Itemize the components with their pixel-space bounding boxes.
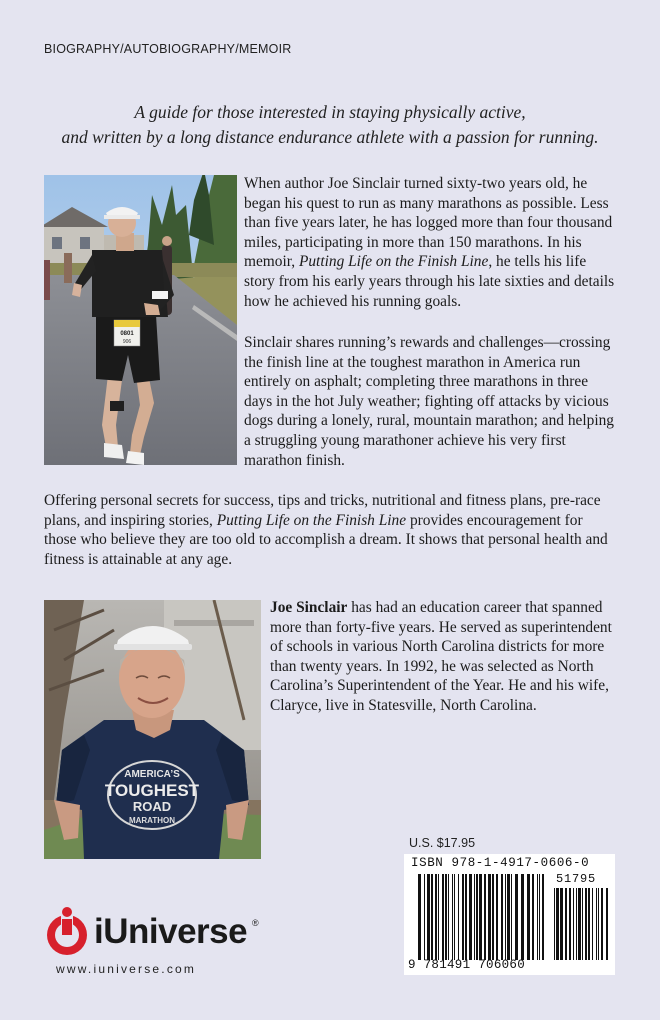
shirt-text-line-3: ROAD <box>132 799 172 814</box>
barcode-bar <box>542 874 544 960</box>
barcode-bar <box>445 874 447 960</box>
publisher-website[interactable]: www.iuniverse.com <box>56 962 197 976</box>
publisher-logo <box>44 906 274 966</box>
description-p1-start: When author Joe Sinclair turned sixty-two years old, he began his quest to run as many marathons as possible. Less than five years later, he has logged more than four thousand miles, participating in more than 150 marathons. In his memoir, <box>244 175 613 271</box>
barcode-bar <box>537 874 538 960</box>
tagline <box>30 100 630 150</box>
barcode-bar <box>507 874 510 960</box>
description-paragraph-2: Sinclair shares running’s rewards and challenges—crossing the finish line at the toughest marathon in America run entirely on asphalt; completing three marathons in three days in the hot July weather; fighting off attacks by vicious dogs during a lonely, rural, mountain marathon; and helping a struggling young marathoner achieve his very first marathon finish. <box>244 334 615 469</box>
barcode-bar <box>505 874 506 960</box>
price-code: 51795 <box>556 872 597 886</box>
barcode-bar <box>501 874 503 960</box>
barcode-bar <box>598 888 599 960</box>
price-bars <box>554 888 609 962</box>
barcode-bar <box>418 874 421 960</box>
tagline-line-2: and written by a long distance endurance athlete with a passion for running. <box>61 127 599 147</box>
bib-number: 0801 <box>120 331 134 337</box>
barcode-bar <box>565 888 567 960</box>
barcode-bar <box>488 874 491 960</box>
barcode-bar <box>596 888 597 960</box>
barcode-bar <box>454 874 455 960</box>
shirt-text-line-2: TOUGHEST <box>104 781 200 800</box>
description-p1-end: , he tells his life story from his early years through his late sixties and details how he achieved his running goals. <box>244 253 615 310</box>
barcode-bar <box>474 874 475 960</box>
barcode-bar <box>606 888 608 960</box>
barcode-bar <box>585 888 587 960</box>
description-paragraph-1 <box>244 174 616 311</box>
barcode-bar <box>431 874 433 960</box>
barcode-bar <box>462 874 464 960</box>
barcode-bar <box>496 874 498 960</box>
category-label: BIOGRAPHY/AUTOBIOGRAPHY/MEMOIR <box>44 42 292 56</box>
barcode-bar <box>484 874 486 960</box>
runner-photo <box>44 175 237 465</box>
author-name: Joe Sinclair <box>270 599 348 616</box>
barcode-bar <box>465 874 467 960</box>
book-title-mention: Putting Life on the Finish Line <box>216 511 407 529</box>
barcode-bar <box>435 874 437 960</box>
iuniverse-logo-icon <box>44 906 90 958</box>
barcode-bar <box>560 888 563 960</box>
author-bio-text: has had an education career that spanned more than forty-five years. He served as superintendent of schools in various North Carolina districts for more than twenty years. In 1992, he was selected as North Carolina’s Superintendent of the Year. He and his wife, Claryce, live in Statesville, North Carolina. <box>270 599 612 714</box>
barcode-bar <box>448 874 449 960</box>
book-title-mention: Putting Life on the Finish Line <box>298 253 489 271</box>
barcode-bar <box>492 874 494 960</box>
barcode-bar <box>576 888 577 960</box>
barcode-bar <box>458 874 459 960</box>
barcode-bar <box>515 874 518 960</box>
barcode-bar <box>573 888 574 960</box>
barcode-bar <box>569 888 571 960</box>
barcode-bar <box>521 874 524 960</box>
barcode-bar <box>427 874 430 960</box>
description-p3-start: Offering personal secrets for success, tips and tricks, nutritional and fitness plans, pre-race plans, and inspiring stories, <box>44 492 601 529</box>
barcode-bar <box>554 888 555 960</box>
barcode-bar <box>476 874 478 960</box>
shirt-text-line-4: MARATHON <box>128 816 176 825</box>
description-paragraph-3 <box>44 491 616 569</box>
barcode-bar <box>578 888 581 960</box>
barcode-bar <box>438 874 439 960</box>
author-bio <box>270 598 620 716</box>
publisher-name: iUniverse <box>94 912 248 951</box>
barcode-bar <box>527 874 530 960</box>
tagline-line-1: A guide for those interested in staying physically active, <box>134 102 526 122</box>
barcode-bar <box>424 874 425 960</box>
barcode-bar <box>511 874 512 960</box>
author-photo <box>44 600 261 859</box>
isbn-barcode <box>404 854 615 975</box>
barcode-bar <box>601 888 603 960</box>
barcode-bar <box>539 874 540 960</box>
ean-bars <box>418 874 546 962</box>
description-p3-end: provides encouragement for those who believe they are too old to accomplish a dream. It shows that personal health and fitness is attainable at any age. <box>44 511 608 568</box>
barcode-bar <box>556 888 559 960</box>
barcode-bar <box>592 888 593 960</box>
barcode-bar <box>452 874 453 960</box>
barcode-bar <box>588 888 590 960</box>
price-label: U.S. $17.95 <box>409 836 476 850</box>
isbn-label: ISBN 978-1-4917-0606-0 <box>411 856 590 870</box>
bib-text: 906 <box>122 339 132 345</box>
barcode-bar <box>479 874 482 960</box>
registered-mark: ® <box>252 918 259 928</box>
barcode-bar <box>532 874 534 960</box>
ean-digits: 9 781491 706060 <box>408 958 526 972</box>
barcode-bar <box>442 874 444 960</box>
shirt-text-line-1: AMERICA’S <box>124 769 180 780</box>
barcode-bar <box>469 874 472 960</box>
barcode-bar <box>582 888 583 960</box>
